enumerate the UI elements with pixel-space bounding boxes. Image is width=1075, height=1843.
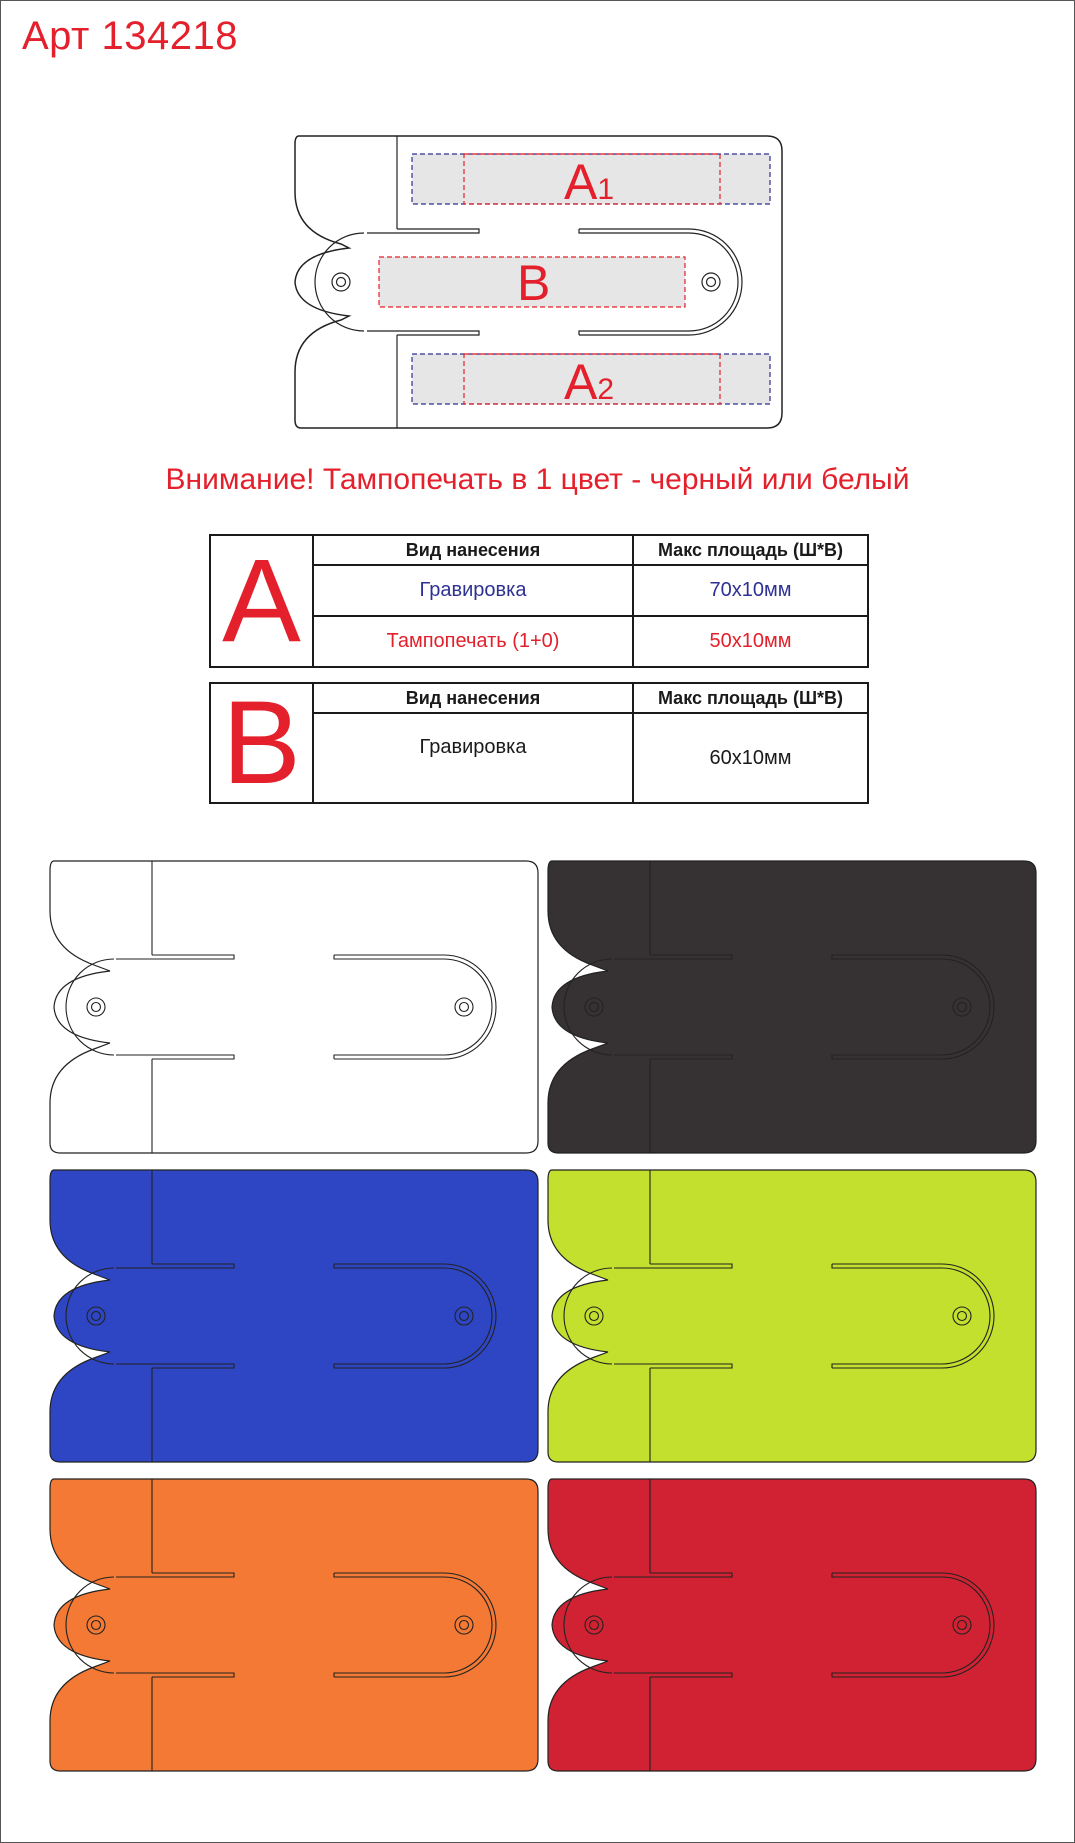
area-cell: 60x10мм: [633, 713, 868, 803]
color-variant-white: [48, 859, 540, 1155]
zone-a-spec-table: [209, 534, 869, 668]
column-method-header: Вид нанесения: [313, 683, 633, 713]
holder-body: [548, 861, 1036, 1153]
zone-a1-label: A1: [564, 154, 615, 210]
holder-body: [548, 1479, 1036, 1771]
color-variant-lime: [546, 1168, 1038, 1464]
zone-b-letter: B: [210, 683, 313, 803]
zone-b-spec-table: [209, 677, 869, 809]
area-cell: 50x10мм: [633, 616, 868, 667]
holder-body: [50, 1479, 538, 1771]
print-zone-scheme: [289, 132, 787, 432]
area-cell: 70x10мм: [633, 565, 868, 616]
method-cell: Тампопечать (1+0): [313, 616, 633, 667]
holder-body: [50, 1170, 538, 1462]
holder-body: [548, 1170, 1036, 1462]
column-area-header: Макс площадь (Ш*В): [633, 535, 868, 565]
zone-a-letter: A: [210, 535, 313, 667]
method-cell: Гравировка: [313, 713, 633, 803]
article-title: Арт 134218: [22, 14, 238, 58]
color-variant-black: [546, 859, 1038, 1155]
color-variant-orange: [48, 1477, 540, 1773]
zone-a2-label: A2: [564, 354, 615, 410]
print-warning: Внимание! Тампопечать в 1 цвет - черный или белый: [165, 463, 910, 496]
color-variant-red: [546, 1477, 1038, 1773]
zone-b-label: B: [517, 255, 551, 311]
column-area-header: Макс площадь (Ш*В): [633, 683, 868, 713]
holder-body: [50, 861, 538, 1153]
color-variant-blue: [48, 1168, 540, 1464]
method-cell: Гравировка: [313, 565, 633, 616]
column-method-header: Вид нанесения: [313, 535, 633, 565]
